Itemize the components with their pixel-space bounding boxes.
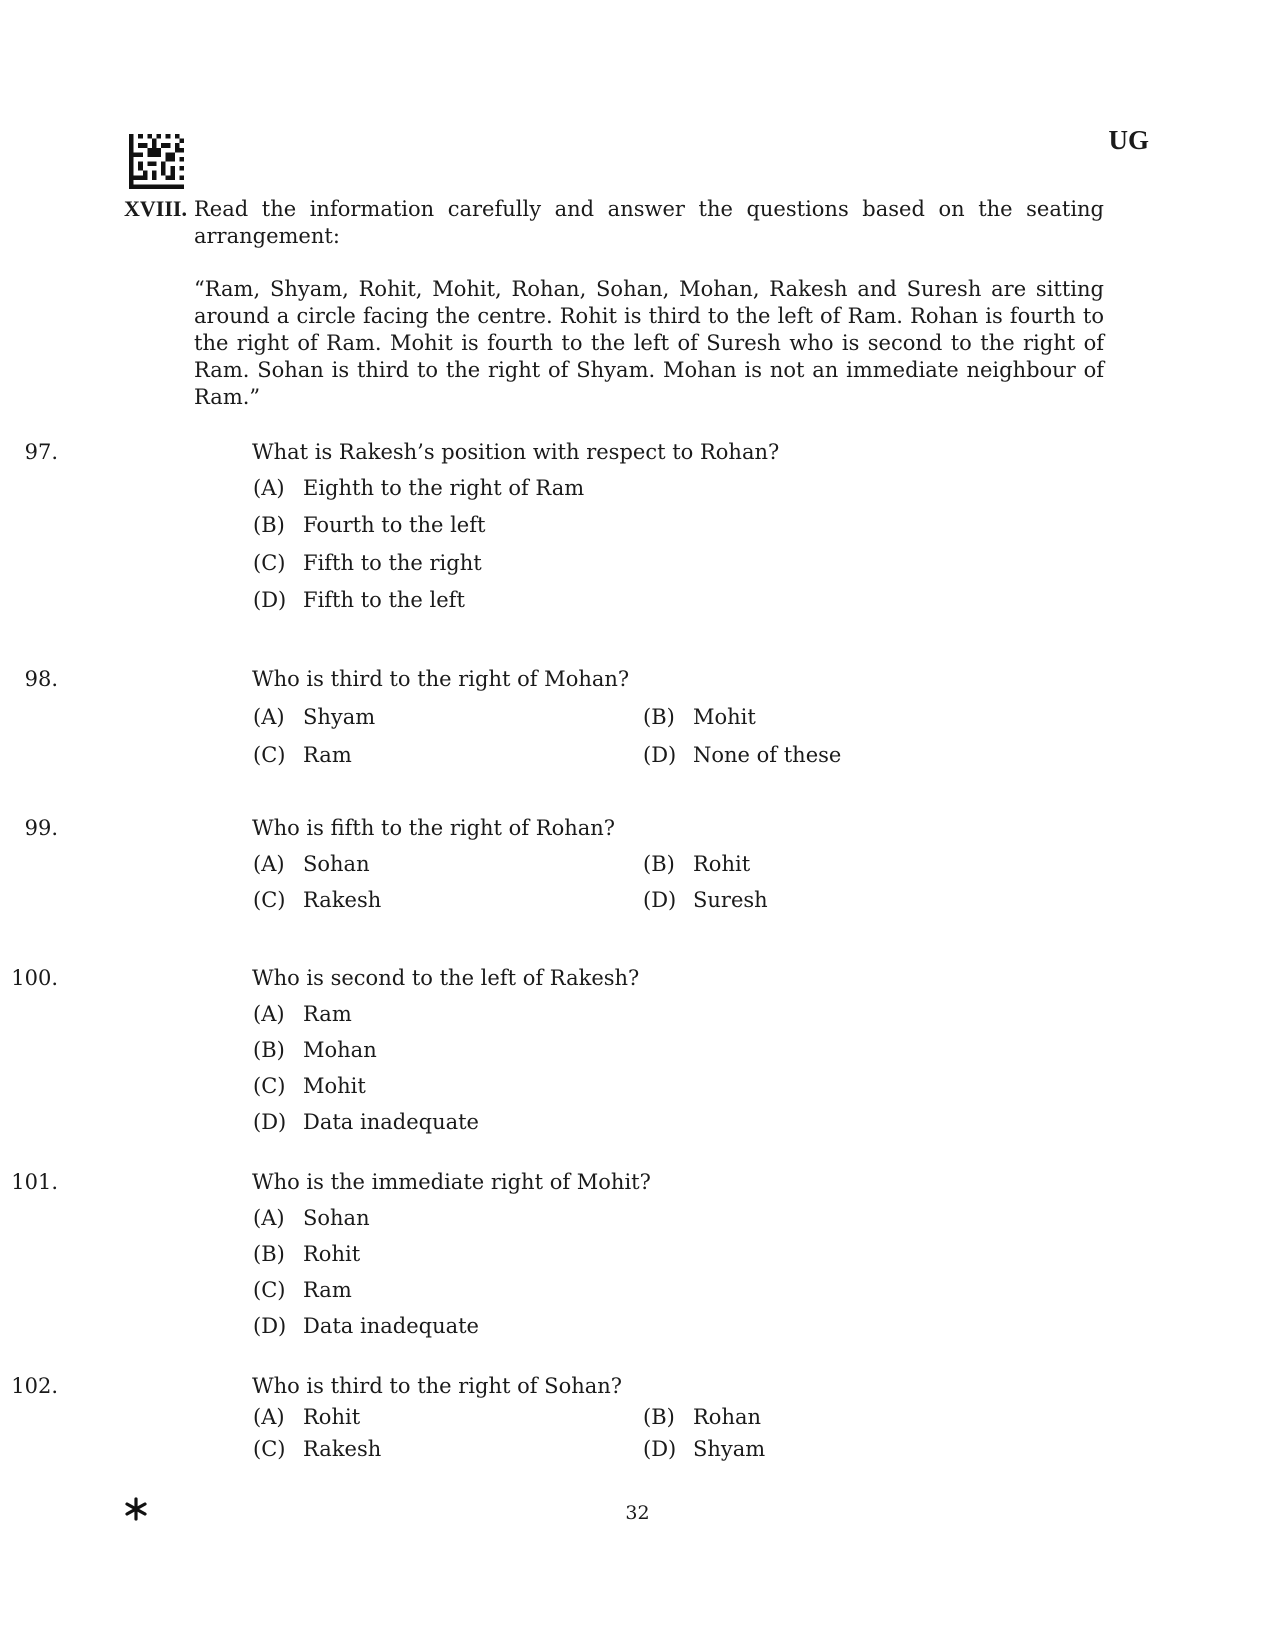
datamatrix-barcode-icon xyxy=(129,134,184,189)
option-text: Ram xyxy=(303,1002,352,1026)
option-label: (A) xyxy=(253,1405,285,1429)
option-d[interactable] xyxy=(643,743,841,773)
option-label: (D) xyxy=(643,743,677,767)
option-d[interactable] xyxy=(643,888,768,918)
option-label: (B) xyxy=(253,1242,285,1266)
option-text: Sohan xyxy=(303,1206,370,1230)
question-number: 101. xyxy=(11,1170,58,1194)
question-text: Who is second to the left of Rakesh? xyxy=(252,966,640,990)
option-b[interactable] xyxy=(253,1038,377,1068)
option-label: (D) xyxy=(643,888,677,912)
option-text: Ram xyxy=(303,743,352,767)
option-text: Shyam xyxy=(693,1437,766,1461)
option-text: Rohit xyxy=(303,1405,361,1429)
question-number: 97. xyxy=(24,440,58,464)
option-a[interactable] xyxy=(253,1206,370,1236)
option-a[interactable] xyxy=(253,852,370,882)
question-number: 99. xyxy=(24,816,58,840)
option-c[interactable] xyxy=(253,743,352,773)
option-b[interactable] xyxy=(253,513,485,543)
question-text: Who is third to the right of Sohan? xyxy=(252,1374,623,1398)
option-text: Fifth to the left xyxy=(303,588,465,612)
section-instruction: Read the information carefully and answer the questions based on the seating arrangement: xyxy=(194,197,1104,248)
option-label: (C) xyxy=(253,1437,286,1461)
option-text: Suresh xyxy=(693,888,768,912)
option-c[interactable] xyxy=(253,1074,366,1104)
option-b[interactable] xyxy=(253,1242,360,1272)
question-text: Who is fifth to the right of Rohan? xyxy=(252,816,616,840)
option-text: Shyam xyxy=(303,705,376,729)
option-label: (C) xyxy=(253,551,286,575)
option-text: Data inadequate xyxy=(303,1110,479,1134)
option-label: (A) xyxy=(253,705,285,729)
option-label: (A) xyxy=(253,1002,285,1026)
option-label: (D) xyxy=(643,1437,677,1461)
option-label: (A) xyxy=(253,852,285,876)
option-c[interactable] xyxy=(253,888,381,918)
option-text: Data inadequate xyxy=(303,1314,479,1338)
option-label: (C) xyxy=(253,1074,286,1098)
option-text: Ram xyxy=(303,1278,352,1302)
option-b[interactable] xyxy=(643,705,756,735)
paper-code: UG xyxy=(1108,125,1149,155)
option-label: (B) xyxy=(253,1038,285,1062)
option-d[interactable] xyxy=(253,1110,479,1140)
question-number: 98. xyxy=(24,667,58,691)
option-label: (D) xyxy=(253,1110,287,1134)
option-label: (C) xyxy=(253,888,286,912)
option-a[interactable] xyxy=(253,705,375,735)
option-text: Sohan xyxy=(303,852,370,876)
option-text: Rakesh xyxy=(303,888,382,912)
option-label: (B) xyxy=(253,513,285,537)
option-text: Mohan xyxy=(303,1038,377,1062)
question-number: 100. xyxy=(11,966,58,990)
option-c[interactable] xyxy=(253,1437,381,1467)
option-text: Fifth to the right xyxy=(303,551,482,575)
option-text: Fourth to the left xyxy=(303,513,486,537)
option-label: (B) xyxy=(643,852,675,876)
option-c[interactable] xyxy=(253,551,482,581)
question-number: 102. xyxy=(11,1374,58,1398)
option-text: None of these xyxy=(693,743,842,767)
option-text: Mohit xyxy=(303,1074,366,1098)
option-label: (C) xyxy=(253,743,286,767)
option-label: (C) xyxy=(253,1278,286,1302)
seating-passage: “Ram, Shyam, Rohit, Mohit, Rohan, Sohan, Mohan, Rakesh and Suresh are sitting around a circle facing the centre. Rohit is third to the left of Ram. Rohan is fourth to the right of Ram. Mohit is fourth to the left of Suresh who is second to the right of Ram. Sohan is third to the right of Shyam. Mohan is not an immediate neighbour of Ram.” xyxy=(194,277,1104,409)
option-label: (B) xyxy=(643,1405,675,1429)
option-label: (A) xyxy=(253,1206,285,1230)
option-b[interactable] xyxy=(643,1405,761,1435)
question-text: Who is the immediate right of Mohit? xyxy=(252,1170,651,1194)
option-label: (D) xyxy=(253,1314,287,1338)
option-text: Rakesh xyxy=(303,1437,382,1461)
option-text: Rohan xyxy=(693,1405,762,1429)
option-text: Rohit xyxy=(303,1242,361,1266)
option-text: Rohit xyxy=(693,852,751,876)
option-label: (A) xyxy=(253,476,285,500)
section-number: XVIII. xyxy=(124,196,187,221)
question-text: Who is third to the right of Mohan? xyxy=(252,667,630,691)
option-text: Mohit xyxy=(693,705,756,729)
option-label: (B) xyxy=(643,705,675,729)
option-label: (D) xyxy=(253,588,287,612)
question-text: What is Rakesh’s position with respect to Rohan? xyxy=(252,440,780,464)
option-b[interactable] xyxy=(643,852,750,882)
option-d[interactable] xyxy=(253,1314,479,1344)
page-number: 32 xyxy=(625,1502,650,1524)
option-a[interactable] xyxy=(253,1405,360,1435)
option-a[interactable] xyxy=(253,476,584,506)
option-text: Eighth to the right of Ram xyxy=(303,476,585,500)
option-d[interactable] xyxy=(643,1437,765,1467)
option-a[interactable] xyxy=(253,1002,352,1032)
option-d[interactable] xyxy=(253,588,465,618)
option-c[interactable] xyxy=(253,1278,352,1308)
